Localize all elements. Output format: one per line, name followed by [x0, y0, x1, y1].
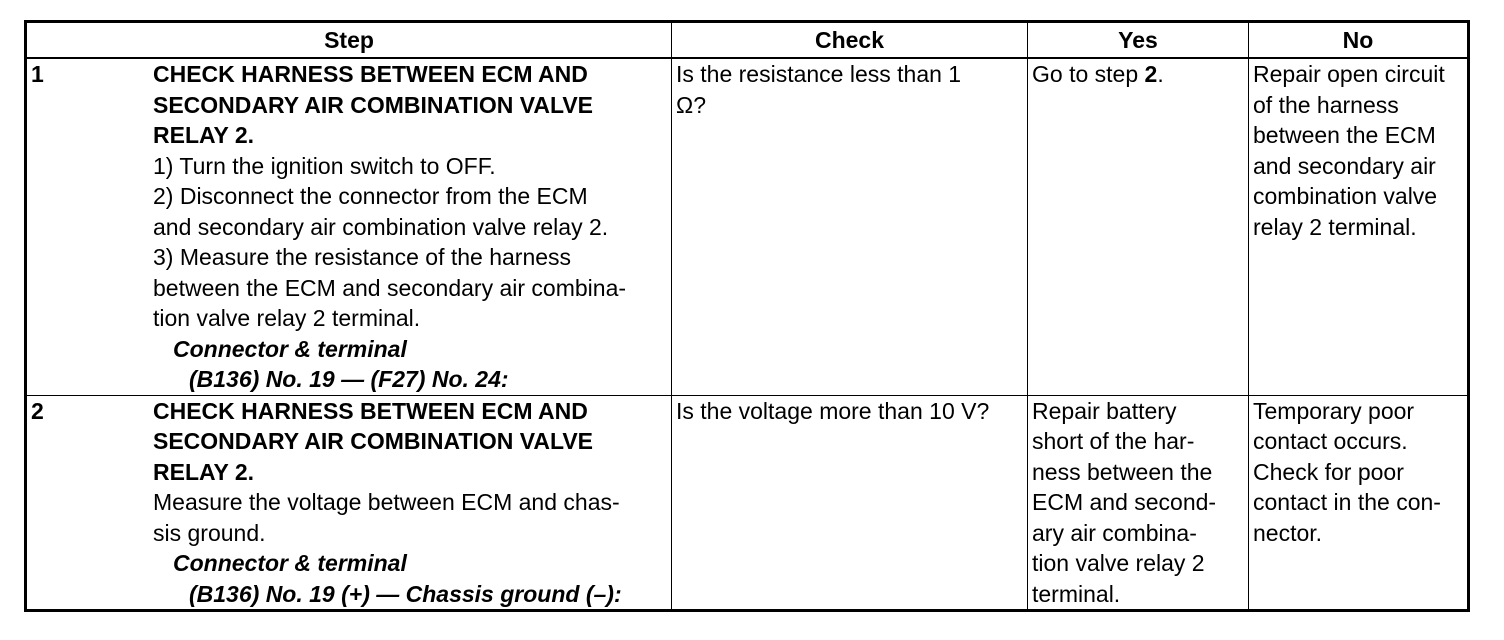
yes-step-ref: 2 [1144, 61, 1158, 87]
step-instruction-line: 1) Turn the ignition switch to OFF. [153, 152, 496, 179]
step-instruction-line: and secondary air combination valve relay 2. [153, 213, 609, 240]
step-number: 1 [31, 61, 44, 87]
step-title-line: SECONDARY AIR COMBINATION VALVE [153, 91, 593, 118]
table-row [26, 395, 1469, 611]
step-instruction-line: between the ECM and secondary air combina- [153, 274, 627, 301]
table-row [26, 58, 1469, 395]
no-line: contact occurs. [1253, 428, 1408, 454]
yes-line: short of the har- [1032, 428, 1195, 454]
no-cell [1249, 395, 1469, 611]
step-body [153, 396, 665, 610]
no-line: nector. [1253, 519, 1323, 546]
no-cell [1249, 58, 1469, 395]
yes-cell [1028, 58, 1249, 395]
step-cell [26, 395, 672, 611]
header-step: Step [26, 22, 672, 59]
step-cell [26, 58, 672, 395]
check-line: Is the voltage more than 10 V? [676, 397, 990, 424]
yes-line: ness between the [1032, 458, 1213, 485]
no-line: Repair open circuit [1253, 61, 1445, 87]
yes-line: Repair battery [1032, 397, 1177, 424]
yes-text-end: . [1157, 61, 1164, 87]
connector-label: Connector & terminal [173, 335, 407, 362]
header-check: Check [672, 22, 1028, 59]
check-cell [672, 58, 1028, 395]
step-title-line: CHECK HARNESS BETWEEN ECM AND [153, 397, 588, 424]
connector-value: (B136) No. 19 — (F27) No. 24: [189, 366, 509, 392]
no-line: between the ECM [1253, 122, 1436, 148]
step-instruction-line: Measure the voltage between ECM and chas- [153, 489, 620, 515]
step-title-line: RELAY 2. [153, 458, 254, 485]
step-title-line: CHECK HARNESS BETWEEN ECM AND [153, 61, 588, 87]
yes-line: ECM and second- [1032, 489, 1217, 515]
step-instruction-line: 3) Measure the resistance of the harness [153, 244, 572, 270]
step-title-line: SECONDARY AIR COMBINATION VALVE [153, 428, 593, 454]
check-line: Ω? [676, 91, 706, 118]
step-instruction-line: sis ground. [153, 519, 266, 546]
yes-line: terminal. [1032, 580, 1121, 607]
step-instruction-line: 2) Disconnect the connector from the ECM [153, 183, 588, 209]
yes-line: ary air combina- [1032, 519, 1197, 546]
no-line: and secondary air [1253, 152, 1436, 179]
header-yes: Yes [1028, 22, 1249, 59]
connector-label: Connector & terminal [173, 550, 407, 576]
step-number: 2 [31, 397, 44, 424]
step-instruction-line: tion valve relay 2 terminal. [153, 305, 421, 331]
no-line: combination valve [1253, 183, 1438, 209]
no-line: Check for poor [1253, 458, 1404, 485]
yes-cell [1028, 395, 1249, 611]
step-body [153, 59, 665, 395]
header-row [26, 22, 1469, 59]
check-cell [672, 395, 1028, 611]
no-line: of the harness [1253, 91, 1399, 118]
header-no: No [1249, 22, 1469, 59]
check-line: Is the resistance less than 1 [676, 61, 962, 87]
yes-line: tion valve relay 2 [1032, 550, 1205, 576]
diagnostic-table [24, 20, 1470, 612]
no-line: contact in the con- [1253, 489, 1441, 515]
yes-text: Go to step [1032, 61, 1145, 87]
no-line: Temporary poor [1253, 397, 1415, 424]
step-title-line: RELAY 2. [153, 122, 254, 148]
connector-value: (B136) No. 19 (+) — Chassis ground (–): [189, 580, 622, 607]
no-line: relay 2 terminal. [1253, 213, 1417, 240]
